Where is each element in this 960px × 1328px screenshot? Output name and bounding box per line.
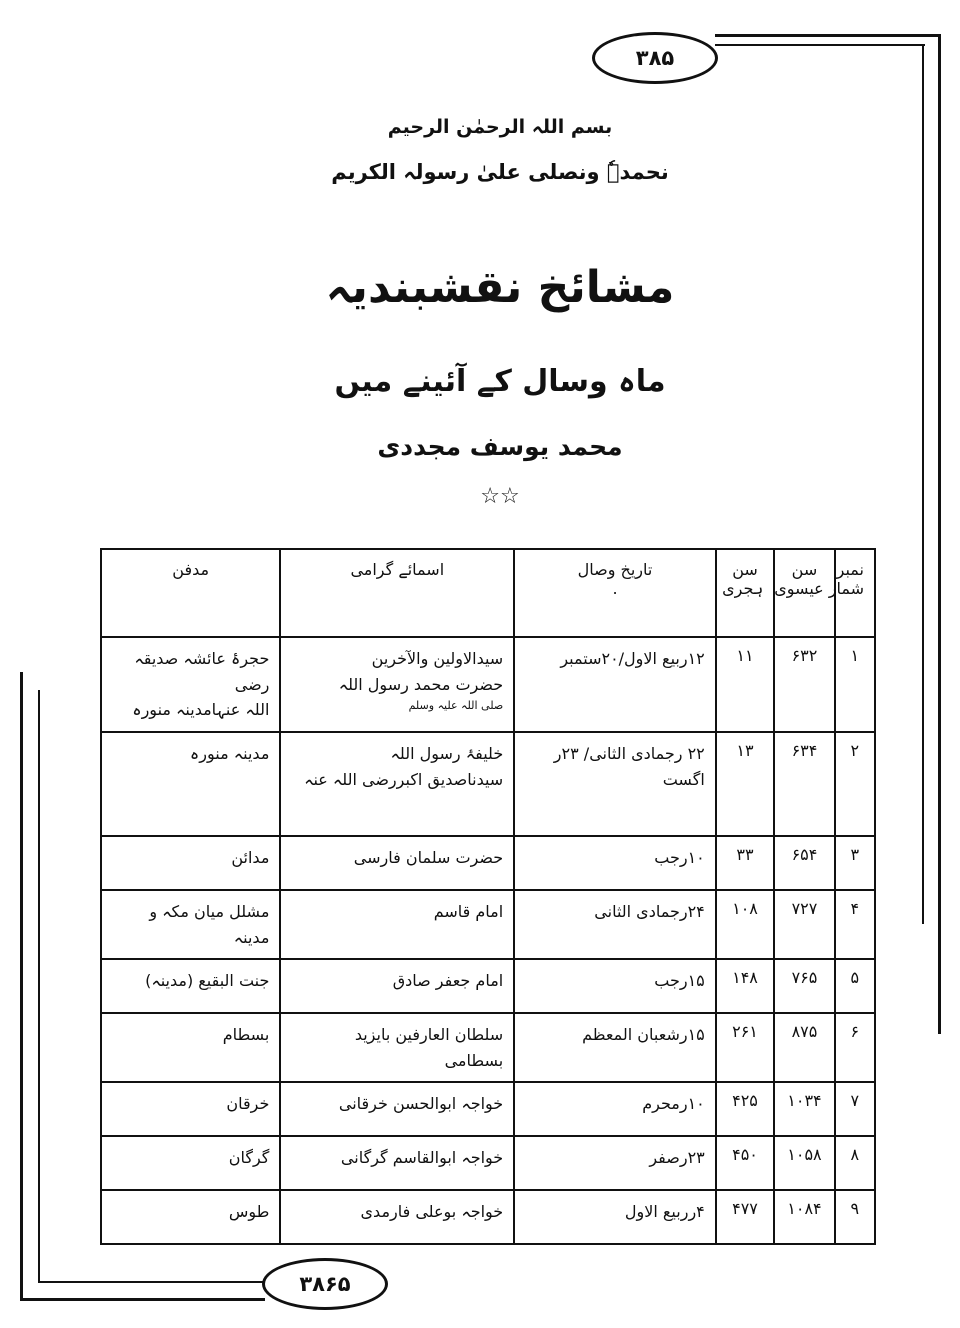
burial-line: اللہ عنہامدینہ منورہ — [132, 700, 270, 720]
page-number-bottom: ۳۸۶۵ — [262, 1258, 388, 1310]
table-row — [101, 1013, 875, 1082]
burial-line: مدائن — [231, 848, 270, 868]
burial-line: گرگان — [228, 1148, 270, 1168]
death-date-line: ۴رربیع الاول — [624, 1202, 705, 1222]
page-title: مشائخ نقشبندیہ — [325, 262, 675, 313]
table-row — [101, 1082, 875, 1136]
salutation: نحمدہٗ ونصلی علیٰ رسولہ الکریم — [331, 160, 669, 184]
table-row — [101, 836, 875, 890]
page-number-top: ۳۸۵ — [592, 32, 718, 84]
cell-name — [280, 1082, 514, 1136]
name-line: امام جعفر صادق — [392, 971, 504, 991]
name-line: حضرت سلمان فارسی — [353, 848, 504, 868]
cell-serial: ۴ — [835, 890, 875, 959]
cell-hijri-year: ٢۶١ — [716, 1013, 774, 1082]
cell-death-date — [514, 637, 716, 732]
death-date-line: ١۵رجب — [654, 971, 705, 991]
subtitle: ماہ وسال کے آئینے میں — [334, 364, 666, 399]
cell-death-date — [514, 1082, 716, 1136]
burial-line: مشلل میان مکہ و مدینہ — [149, 902, 270, 947]
salutation-mark: صلی اللہ علیہ وسلم — [408, 699, 504, 713]
cell-gregorian-year: ١٠٨۴ — [774, 1190, 834, 1244]
death-date-line: ٢۴رجمادی الثانی — [594, 902, 705, 922]
name-line: خواجہ ابوالحسن خرقانی — [338, 1094, 504, 1114]
cell-serial: ٨ — [835, 1136, 875, 1190]
cell-serial: ۷ — [835, 1082, 875, 1136]
bismillah: بسم اللہ الرحمٰن الرحیم — [387, 116, 613, 138]
cell-name — [280, 1190, 514, 1244]
cell-serial: ٩ — [835, 1190, 875, 1244]
cell-serial: ٣ — [835, 836, 875, 890]
frame-line-right-inner — [922, 44, 924, 924]
header-dot: . — [612, 579, 618, 598]
cell-death-date — [514, 1013, 716, 1082]
table-body — [101, 637, 875, 1244]
cell-burial-place — [101, 959, 280, 1013]
cell-hijri-year: ١٣ — [716, 732, 774, 836]
death-date-line: ١٠رمحرم — [642, 1094, 705, 1114]
header-death-date — [514, 549, 716, 637]
name-line: حضرت محمد رسول اللہ — [338, 674, 504, 694]
cell-hijri-year: ۴۷۷ — [716, 1190, 774, 1244]
cell-name — [280, 637, 514, 732]
cell-gregorian-year: ٨۷۵ — [774, 1013, 834, 1082]
death-date-line: اگست — [662, 769, 705, 789]
cell-serial: ١ — [835, 637, 875, 732]
cell-serial: ۶ — [835, 1013, 875, 1082]
cell-serial: ۵ — [835, 959, 875, 1013]
burial-line: مدینہ منورہ — [189, 744, 270, 764]
frame-line-left-outer — [20, 672, 23, 1300]
death-date-line: ١٢ربیع الاول/٢٠ستمبر — [560, 649, 705, 668]
name-line: سیدناصدیق اکبررضی اللہ عنہ — [304, 769, 504, 789]
frame-line-left-inner — [38, 690, 40, 1282]
burial-line: حجرۂ عائشہ صدیقہ رضی — [134, 649, 270, 694]
frame-line-top-outer — [715, 34, 941, 37]
cell-hijri-year: ١٠٨ — [716, 890, 774, 959]
name-note-line — [291, 697, 503, 723]
name-line: خواجہ بوعلی فارمدی — [360, 1202, 504, 1222]
cell-death-date — [514, 1190, 716, 1244]
name-line: سلطان العارفین بایزید بسطامی — [354, 1025, 504, 1070]
cell-death-date — [514, 732, 716, 836]
author: محمد یوسف مجددی — [377, 432, 623, 461]
frame-line-top-inner — [715, 44, 925, 46]
cell-death-date — [514, 836, 716, 890]
cell-gregorian-year: ١٠٣۴ — [774, 1082, 834, 1136]
header-gregorian-year: سن عیسوی — [774, 549, 834, 637]
cell-gregorian-year: ۶۳۴ — [774, 732, 834, 836]
cell-burial-place — [101, 1136, 280, 1190]
death-date-line: ١۵رشعبان المعظم — [582, 1025, 705, 1045]
death-date-line: ١٠رجب — [654, 848, 705, 868]
cell-death-date — [514, 1136, 716, 1190]
cell-hijri-year: ١١ — [716, 637, 774, 732]
table-row — [101, 959, 875, 1013]
cell-name — [280, 1136, 514, 1190]
cell-gregorian-year: ۷۶۵ — [774, 959, 834, 1013]
death-date-line: ٢٣رصفر — [649, 1148, 705, 1168]
name-line: سیدالاولین والآخرین — [371, 649, 504, 668]
table-row — [101, 637, 875, 732]
header-death-date-label: تاریخ وصال — [577, 560, 653, 579]
name-line: امام قاسم — [433, 902, 504, 922]
name-line: خلیفۂ رسول اللہ — [390, 744, 504, 764]
burial-line: بسطام — [222, 1025, 270, 1045]
cell-gregorian-year: ۷۲۷ — [774, 890, 834, 959]
cell-gregorian-year: ۶۳۲ — [774, 637, 834, 732]
cell-burial-place — [101, 836, 280, 890]
burial-line: طوس — [228, 1202, 270, 1222]
cell-gregorian-year: ۶۵۴ — [774, 836, 834, 890]
shaikhs-table — [100, 548, 876, 1245]
cell-burial-place — [101, 637, 280, 732]
cell-burial-place — [101, 1190, 280, 1244]
cell-serial: ٢ — [835, 732, 875, 836]
table-header-row — [101, 549, 875, 637]
stars: ☆☆ — [480, 484, 520, 509]
cell-name — [280, 959, 514, 1013]
burial-line: جنت البقیع (مدینہ) — [145, 971, 270, 991]
header-hijri-year: سن ہجری — [716, 549, 774, 637]
name-line: خواجہ ابوالقاسم گرگانی — [340, 1148, 504, 1168]
header-burial-place: مدفن — [101, 549, 280, 637]
cell-name — [280, 890, 514, 959]
cell-gregorian-year: ١٠۵٨ — [774, 1136, 834, 1190]
cell-hijri-year: ١۴٨ — [716, 959, 774, 1013]
header-serial: نمبر شمار — [835, 549, 875, 637]
cell-name — [280, 732, 514, 836]
cell-death-date — [514, 959, 716, 1013]
burial-line: خرقان — [226, 1094, 270, 1114]
cell-hijri-year: ۴٢۵ — [716, 1082, 774, 1136]
death-date-line: ٢٢ رجمادی الثانی/ ٢٣ر — [553, 744, 705, 764]
cell-name — [280, 836, 514, 890]
cell-burial-place — [101, 890, 280, 959]
cell-burial-place — [101, 1013, 280, 1082]
frame-line-right-outer — [938, 34, 941, 1034]
header-name: اسمائے گرامی — [280, 549, 514, 637]
frame-line-bottom-inner — [38, 1281, 265, 1283]
cell-name — [280, 1013, 514, 1082]
cell-hijri-year: ۴۵٠ — [716, 1136, 774, 1190]
frame-line-bottom-outer — [20, 1298, 265, 1301]
table-row — [101, 890, 875, 959]
cell-burial-place — [101, 1082, 280, 1136]
table-row — [101, 1136, 875, 1190]
table-row — [101, 1190, 875, 1244]
cell-hijri-year: ٣٣ — [716, 836, 774, 890]
table-row — [101, 732, 875, 836]
cell-burial-place — [101, 732, 280, 836]
cell-death-date — [514, 890, 716, 959]
